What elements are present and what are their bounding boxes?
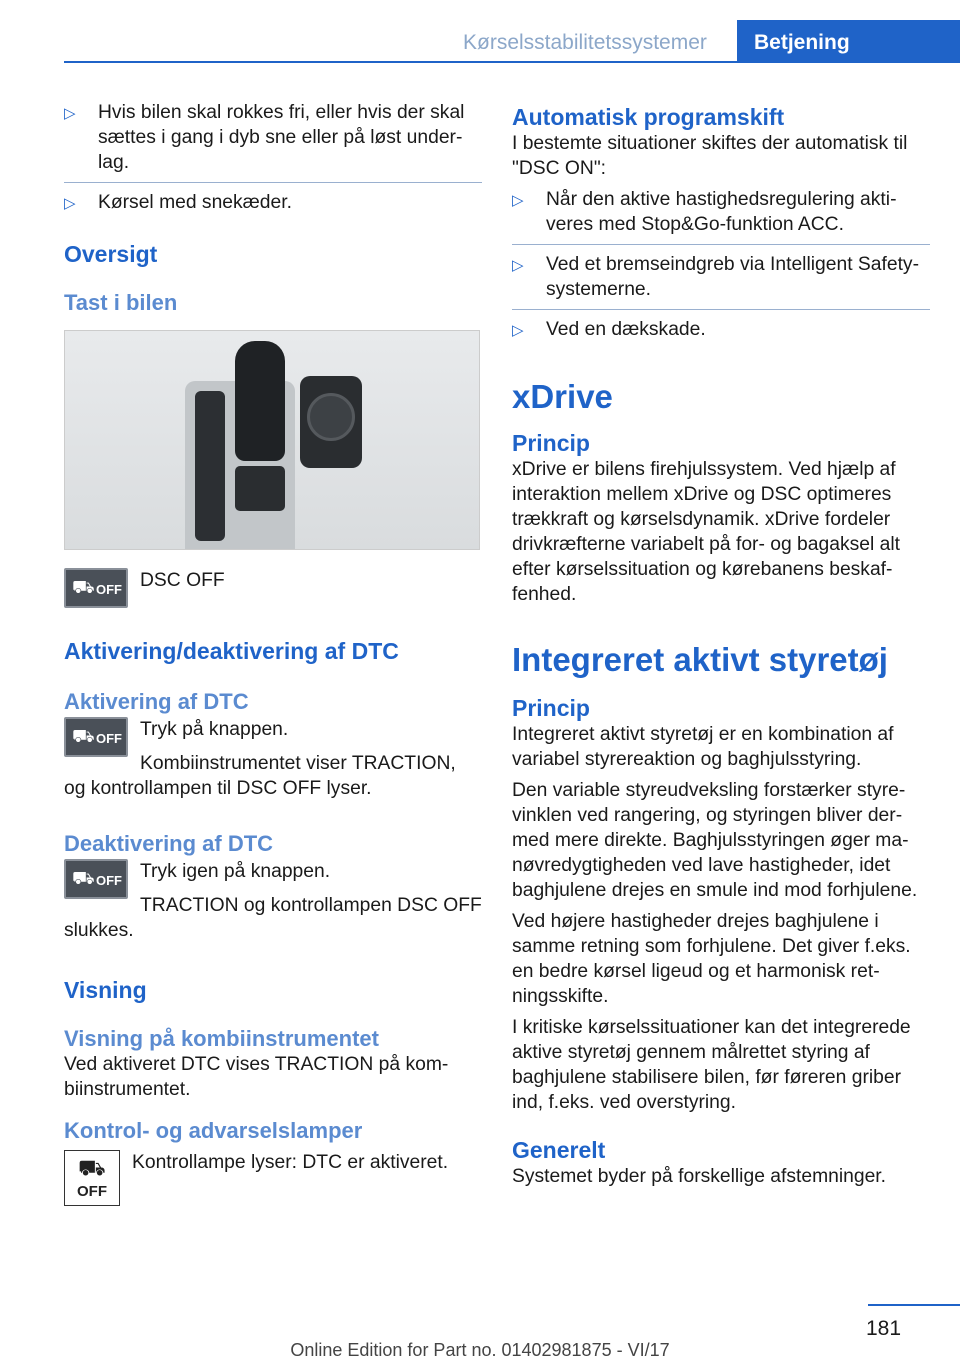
parking-brake-button: [235, 466, 285, 511]
list-item: ▷ Ved en dækskade.: [512, 317, 930, 342]
divider: [64, 182, 482, 183]
header-chapter-tab: Betjening: [737, 20, 960, 62]
list-item: ▷ Kørsel med snekæder.: [64, 190, 482, 215]
divider: [512, 309, 930, 310]
center-console-photo: [64, 330, 480, 550]
heading-visning: Visning: [64, 977, 147, 1003]
dsc-off-button-icon: ⛟ OFF: [64, 568, 128, 608]
heading-generelt: Generelt: [512, 1137, 606, 1163]
header-rule: [64, 61, 960, 63]
dsc-off-button-icon: ⛟ OFF: [64, 859, 128, 899]
dsc-off-label: DSC OFF: [140, 570, 225, 591]
page-number: 181: [866, 1317, 902, 1340]
heading-princip: Princip: [512, 430, 590, 456]
dtc-warning-lamp-icon: ⛟ OFF: [64, 1150, 120, 1206]
right-column: Automatisk programskift I bestemte situationer skiftes der automatisk til "DSC ON": ▷ Når den aktive hastighedsregulering aktiveres med Stop&Go-funktion ACC. ▷ Ved et bremseindgreb via Intelligent Safety-systemerne. ▷ Ved en dækskade. xDrive Princip xDrive er bilens firehjulssystem. Ved hjælp af interaktion mellem xDrive og DSC optimeres trækkraft og kørselsdynamik. xDrive fordeler drivkræfterne variabelt på for- og bagaksel alt efter kørselssituation og kørebanens beskaffenhed. Integreret aktivt styretøj Princip Integreret aktivt styretøj er en kombination af variabel styrereaktion og baghjulsstyring. Den variable styreudveksling forstærker styrevinklen ved rangering, og styringen bliver dermed mere direkte. Baghjulsstyringen øger manøvredygtigheden ved lave hastigheder, idet baghjulene drejes en smule ind mod forhjulene. Ved højere hastigheder drejes baghjulene i samme retning som forhjulene. Det giver f.eks. en bedre kørsel ligeud og et harmonisk retningsskifte. I kritiske kørselssituationer kan det integrerede aktive styretøj gennem målrettet styring af baghjulene stabilisere bilen, før føreren griber ind, f.eks. ved overstyring. Generelt Systemet byder på forskellige afstemninger.: [512, 100, 930, 1195]
divider: [512, 244, 930, 245]
triangle-bullet-icon: ▷: [64, 105, 76, 122]
triangle-bullet-icon: ▷: [64, 195, 76, 212]
heading-kontrol: Kontrol- og advarselslamper: [64, 1118, 363, 1143]
gear-selector: [235, 341, 285, 461]
heading-automatisk-programskift: Automatisk programskift: [512, 104, 785, 130]
heading-oversigt: Oversigt: [64, 241, 158, 267]
left-column: ▷ Hvis bilen skal rokkes fri, eller hvis der skal sættes i gang i dyb sne eller på løst underlag. ▷ Kørsel med snekæder. Oversigt Tast i bilen ⛟ OFF DSC OFF Aktivering/deaktivering af DTC Aktivering af DTC ⛟ OFF Tryk på knappen. Kombiinstrumentet viser TRACTION, og kontrollampen til DSC OFF lyser. Deaktivering af DTC ⛟ OFF Tryk igen på knappen. TRACTION og kontrollampen DSC OFF slukkes. Visning Visning på kombiinstrumentet Ved aktiveret DTC vises TRACTION på kombiinstrumentet. Kontrol- og advarselslamper ⛟ OFF Kontrollampe lyser: DTC er aktiveret.: [64, 100, 482, 1206]
heading-deaktivering: Deaktivering af DTC: [64, 831, 274, 856]
button-panel: [195, 391, 225, 541]
triangle-bullet-icon: ▷: [512, 257, 524, 274]
list-item: ▷ Hvis bilen skal rokkes fri, eller hvis der skal sættes i gang i dyb sne eller på løst underlag.: [64, 102, 465, 173]
list-item: ▷ Ved et bremseindgreb via Intelligent Safety-systemerne.: [512, 254, 919, 300]
list-item: ▷ Når den aktive hastighedsregulering aktiveres med Stop&Go-funktion ACC.: [512, 189, 897, 235]
dsc-off-button-icon: ⛟ OFF: [64, 717, 128, 757]
header-section-title: Kørselsstabilitetssystemer: [463, 31, 707, 54]
heading-aktivering: Aktivering af DTC: [64, 689, 249, 714]
footer-edition: Online Edition for Part no. 01402981875 - VI/17: [290, 1340, 670, 1360]
footer-rule: [868, 1304, 960, 1306]
page-header: [0, 0, 960, 62]
heading-tast-i-bilen: Tast i bilen: [64, 290, 178, 315]
triangle-bullet-icon: ▷: [512, 322, 524, 339]
heading-princip: Princip: [512, 695, 590, 721]
heading-visning-kombi: Visning på kombiinstrumentet: [64, 1026, 379, 1051]
heading-aktivering-deaktivering: Aktivering/deaktivering af DTC: [64, 638, 399, 664]
heading-integreret-aktivt-styretoj: Integreret aktivt styretøj: [512, 641, 888, 678]
triangle-bullet-icon: ▷: [512, 192, 524, 209]
heading-xdrive: xDrive: [512, 378, 613, 415]
